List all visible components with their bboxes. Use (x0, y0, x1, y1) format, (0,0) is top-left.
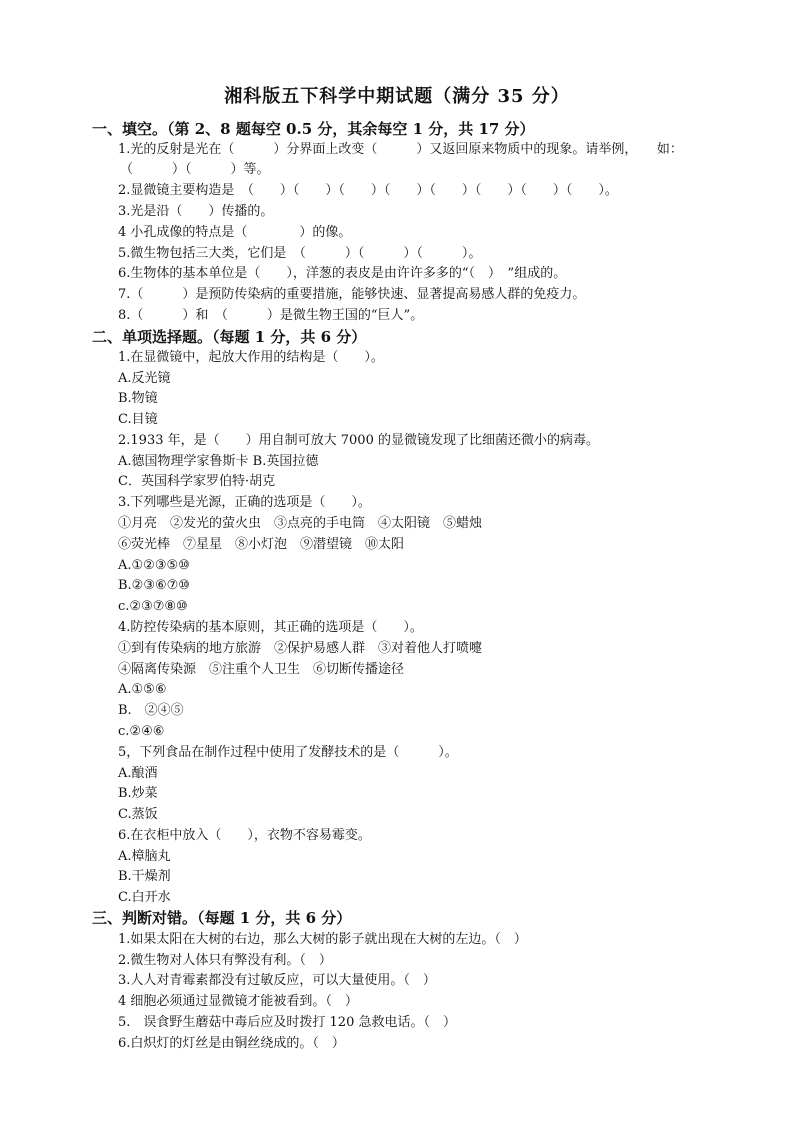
question-line: 5.微生物包括三大类，它们是 （ ）（ ）（ ）。 (118, 246, 482, 261)
question-line: 6.生物体的基本单位是（ ），洋葱的表皮是由许许多多的“（ ） ”组成的。 (118, 266, 567, 281)
option-line: B. ②④⑤ (118, 703, 184, 718)
option-line: A.樟脑丸 (118, 849, 171, 864)
question-line: 5，下列食品在制作过程中使用了发酵技术的是（ ）。 (118, 745, 458, 760)
question-line: 1.如果太阳在大树的右边，那么大树的影子就出现在大树的左边。（ ） (118, 932, 527, 947)
option-line: c.②④⑥ (118, 724, 165, 739)
option-list-line: ①月亮 ②发光的萤火虫 ③点亮的手电筒 ④太阳镜 ⑤蜡烛 (118, 516, 483, 531)
section-heading-true-false: 三、判断对错。（每题 1 分，共 6 分） (92, 909, 352, 927)
option-list-line: ①到有传染病的地方旅游 ②保护易感人群 ③对着他人打喷嚏 (118, 641, 483, 656)
question-line: 2.1933 年，是（ ）用自制可放大 7000 的显微镜发现了比细菌还微小的病毒。 (118, 433, 599, 448)
option-line: C.目镜 (118, 412, 158, 427)
option-line: B.物镜 (118, 391, 158, 406)
option-line: B.炒菜 (118, 786, 158, 801)
question-line: 2.微生物对人体只有弊没有利。（ ） (118, 953, 332, 968)
question-line: 3.人人对青霉素都没有过敏反应，可以大量使用。（ ） (118, 973, 436, 988)
option-line: A.①②③⑤⑩ (118, 558, 190, 573)
section-heading-multiple-choice: 二、单项选择题。（每题 1 分，共 6 分） (92, 328, 367, 346)
option-line: C．英国科学家罗伯特·胡克 (118, 474, 276, 489)
option-line: c.②③⑦⑧⑩ (118, 599, 188, 614)
question-line: （ ）（ ）等。 (120, 162, 270, 177)
option-line: B.②③⑥⑦⑩ (118, 578, 190, 593)
option-line: A.反光镜 (118, 371, 171, 386)
question-line: 8.（ ）和 （ ）是微生物王国的“巨人”。 (118, 308, 424, 323)
option-line: B.干燥剂 (118, 869, 171, 884)
question-line: 1.在显微镜中，起放大作用的结构是（ ）。 (118, 350, 384, 365)
question-line: 2.显微镜主要构造是 （ ）（ ）（ ）（ ）（ ）（ ）（ ）（ ）。 (118, 183, 618, 198)
option-line: A.①⑤⑥ (118, 682, 167, 697)
question-line: 6.在衣柜中放入（ ），衣物不容易霉变。 (118, 828, 371, 843)
question-line: 7.（ ）是预防传染病的重要措施，能够快速、显著提高易感人群的免疫力。 (118, 287, 586, 302)
option-line: C.蒸饭 (118, 807, 158, 822)
question-line: 5. 误食野生蘑菇中毒后应及时拨打 120 急救电话。（ ） (118, 1015, 456, 1030)
question-line: 3.光是沿（ ）传播的。 (118, 204, 274, 219)
section-heading-fill-in: 一、填空。（第 2、8 题每空 0.5 分，其余每空 1 分，共 17 分） (92, 120, 535, 138)
question-line: 3.下列哪些是光源，正确的选项是（ ）。 (118, 495, 371, 510)
option-list-line: ④隔离传染源 ⑤注重个人卫生 ⑥切断传播途径 (118, 662, 405, 677)
question-line: 4 小孔成像的特点是（ ）的像。 (118, 225, 352, 240)
question-line: 4 细胞必须通过显微镜才能被看到。（ ） (118, 994, 358, 1009)
option-line: A.酿酒 (118, 766, 158, 781)
exam-title: 湘科版五下科学中期试题（满分 35 分） (224, 86, 570, 107)
question-line: 6.白炽灯的灯丝是由铜丝绕成的。（ ） (118, 1036, 345, 1051)
option-line: C.白开水 (118, 890, 171, 905)
option-line: A.德国物理学家鲁斯卡 B.英国拉德 (118, 454, 319, 469)
option-list-line: ⑥荧光棒 ⑦星星 ⑧小灯泡 ⑨潜望镜 ⑩太阳 (118, 537, 405, 552)
question-line: 1.光的反射是光在（ ）分界面上改变（ ）又返回原来物质中的现象。请举例， 如： (118, 142, 683, 157)
question-line: 4.防控传染病的基本原则，其正确的选项是（ ）。 (118, 620, 423, 635)
